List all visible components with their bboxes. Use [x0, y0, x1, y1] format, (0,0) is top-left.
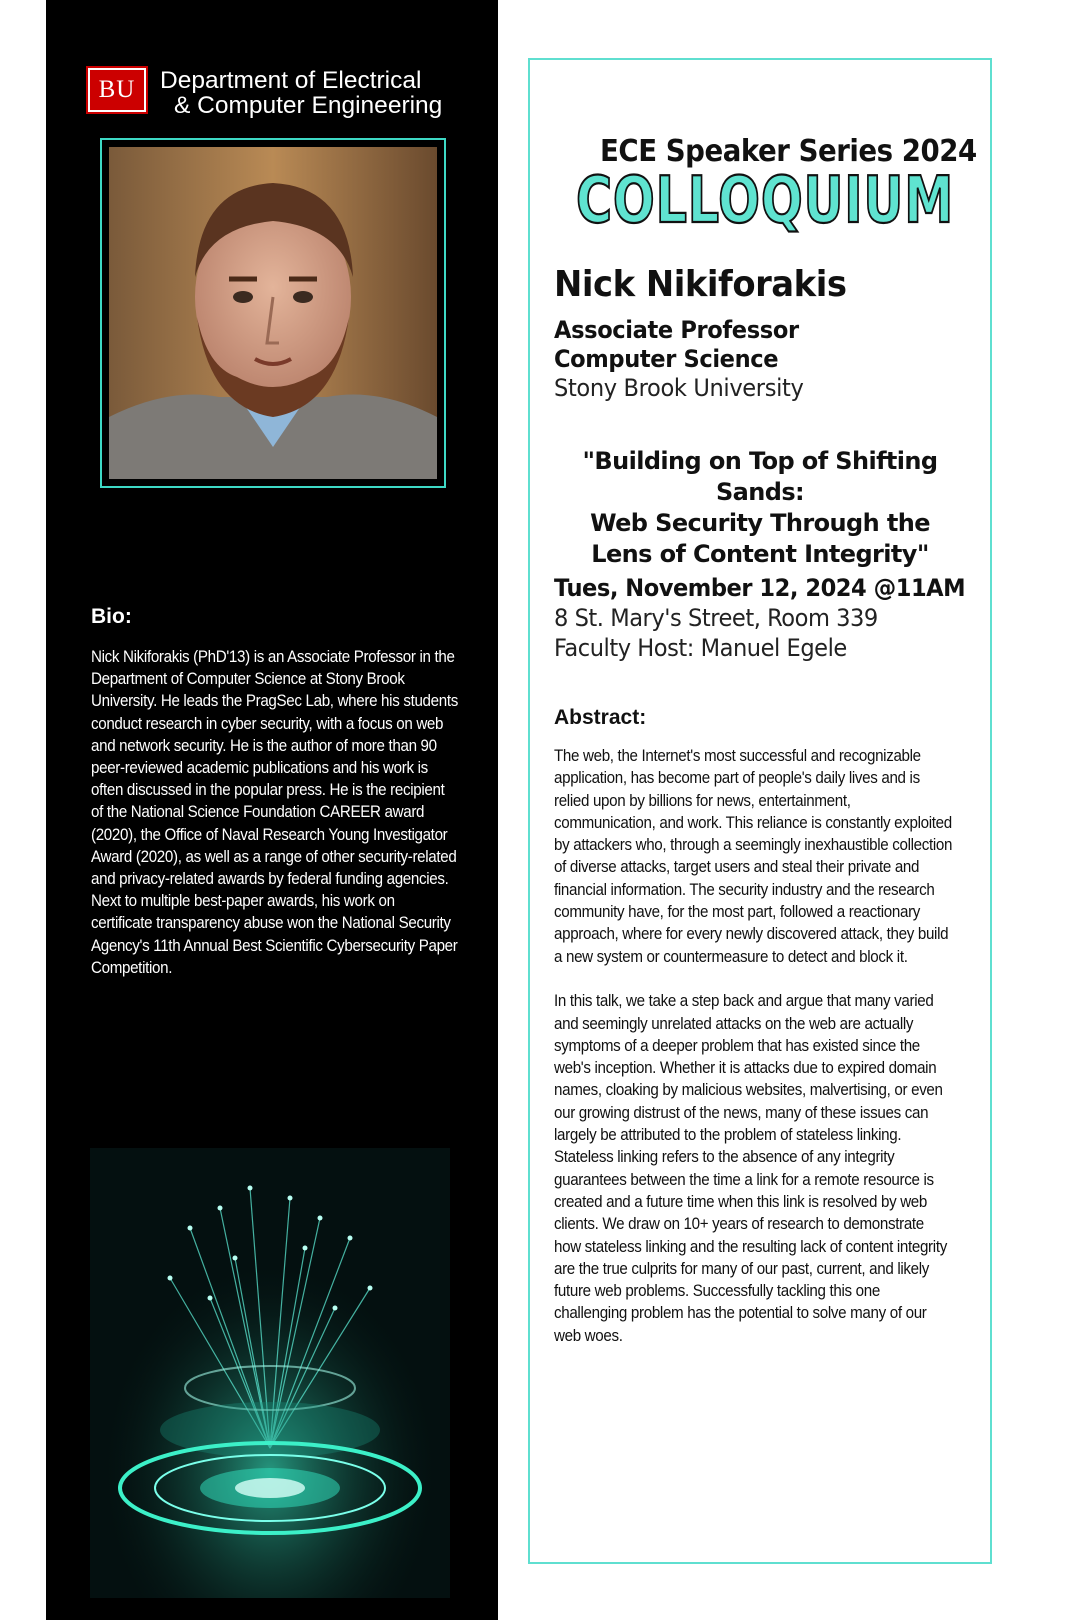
- speaker-name: Nick Nikiforakis: [554, 264, 847, 305]
- faculty-host: Faculty Host: Manuel Egele: [554, 634, 847, 662]
- series-title: ECE Speaker Series 2024: [600, 134, 977, 169]
- speaker-photo-frame: [100, 138, 446, 488]
- department-name: [160, 68, 442, 118]
- talk-title-line-2: Web Security Through the: [590, 509, 930, 537]
- speaker-university: Stony Brook University: [554, 374, 804, 402]
- abstract-paragraph-2: In this talk, we take a step back and argue that many varied and seemingly unrelated attacks on the web are actually symptoms of a deeper problem that has existed since the web's inception. Whether it is attacks due to expired domain names, cloaking by malicious websites, malvertising, or even our growing distrust of the news, many of these issues can largely be attributed to the problem of stateless linking. Stateless linking refers to the absence of any integrity guarantees between the time a link for a remote resource is created and a future time when this link is resolved by web clients. We draw on 10+ years of research to demonstrate how stateless linking and the resulting lack of content integrity are the true culprits for many of our past, current, and likely future web problems. Successfully tackling this one challenging problem has the potential to solve many of our web woes.: [554, 992, 947, 1345]
- abstract-text: [554, 745, 954, 1369]
- speaker-department: Computer Science: [554, 345, 779, 373]
- hologram-illustration: [90, 1148, 450, 1598]
- talk-title-line-1: "Building on Top of Shifting Sands:: [582, 447, 938, 506]
- bio-text: Nick Nikiforakis (PhD'13) is an Associate Professor in the Department of Computer Science at Stony Brook University. He leads the PragSec Lab, where his students conduct research in cyber security, with a focus on web and network security. He is the author of more than 90 peer-reviewed academic publications and his work is often discussed in the popular press. He is the recipient of the National Science Foundation CAREER award (2020), the Office of Naval Research Young Investigator Award (2020), as well as a range of other security-related and privacy-related awards by federal funding agencies. Next to multiple best-paper awards, his work on certificate transparency abuse won the National Security Agency's 11th Annual Best Scientific Cybersecurity Paper Competition.: [91, 648, 458, 977]
- talk-title: [540, 446, 980, 570]
- event-location: 8 St. Mary's Street, Room 339: [554, 604, 878, 632]
- colloquium-heading: [570, 164, 960, 238]
- colloquium-text: COLLOQUIUM: [576, 164, 954, 238]
- bu-ece-logo: [88, 68, 442, 118]
- bu-logo-mark: BU: [88, 68, 146, 112]
- abstract-paragraph-1: The web, the Internet's most successful and recognizable application, has become part of people's daily lives and is relied upon by billions for news, entertainment, communication, and work. This reliance is constantly exploited by attackers who, through a seemingly inexhaustible collection of diverse attacks, target users and steal their private and financial information. The security industry and the research community have, for the most part, followed a reactionary approach, where for every newly discovered attack, they build a new system or countermeasure to detect and block it.: [554, 747, 953, 966]
- abstract-heading: Abstract:: [554, 706, 647, 729]
- department-line-2: & Computer Engineering: [174, 92, 443, 119]
- bio-heading: Bio:: [91, 605, 132, 628]
- speaker-photo: [109, 147, 437, 479]
- department-line-1: Department of Electrical: [160, 67, 422, 94]
- speaker-position: Associate Professor: [554, 316, 799, 344]
- event-datetime: Tues, November 12, 2024 @11AM: [554, 574, 966, 602]
- left-panel: [46, 0, 498, 1620]
- talk-title-line-3: Lens of Content Integrity": [591, 540, 929, 568]
